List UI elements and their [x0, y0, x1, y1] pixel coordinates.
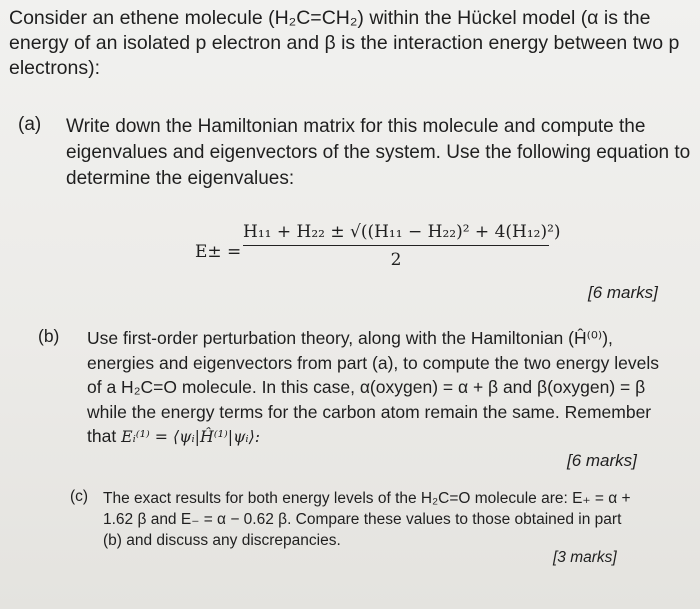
equation-lhs: E± =: [195, 242, 242, 262]
part-c-marks: [3 marks]: [553, 549, 617, 566]
part-a-text: Write down the Hamiltonian matrix for this molecule and compute the eigenvalues and eigenvectors of the system. Use the following equation to determine the eigenvalues:: [66, 116, 691, 189]
part-b-label: (b): [38, 326, 60, 346]
part-b-text: [87, 326, 677, 450]
equation-denominator: 2: [390, 250, 402, 270]
part-b-formula: Eᵢ⁽¹⁾ = ⟨ψᵢ|Ĥ⁽¹⁾|ψᵢ⟩:: [121, 427, 261, 446]
part-b-body: Use first-order perturbation theory, along with the Hamiltonian (Ĥ⁽⁰⁾), energies and eigenvectors from part (a), to compute the two energy levels of a H₂C=O molecule. In this case, α(oxygen) = α + β and β(oxygen) = β while the energy terms for the carbon atom remain the same. Remember that: [87, 328, 659, 446]
part-a-marks: [6 marks]: [588, 283, 658, 302]
part-b-marks: [6 marks]: [567, 451, 637, 470]
equation-fraction: [243, 222, 561, 270]
question-intro: Consider an ethene molecule (H₂C=CH₂) within the Hückel model (α is the energy of an isolated p electron and β is the interaction energy between two p electrons):: [9, 7, 680, 79]
part-c-text: The exact results for both energy levels of the H₂C=O molecule are: E₊ = α + 1.62 β and E₋ = α − 0.62 β. Compare these values to those obtained in part (b) and discuss any discrepancies.: [103, 490, 631, 549]
equation-numerator: H₁₁ + H₂₂ ± √((H₁₁ − H₂₂)² + 4(H₁₂)²): [243, 222, 549, 246]
part-a-label: (a): [18, 114, 42, 135]
part-c-label: (c): [70, 488, 89, 505]
